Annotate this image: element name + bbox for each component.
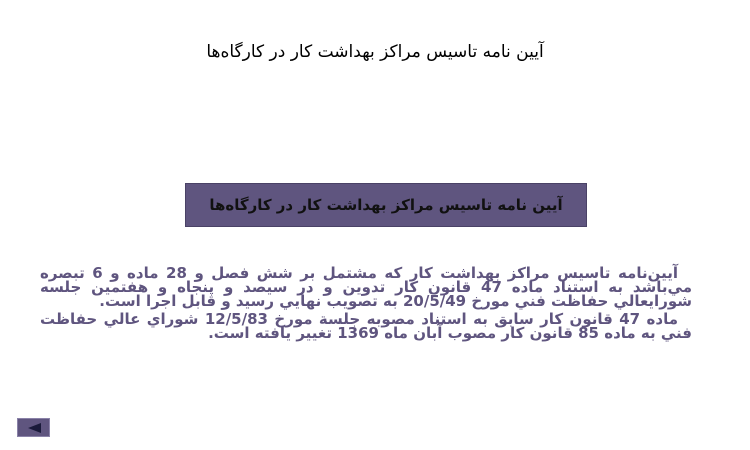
banner-label: آیین نامه تاسیس مراکز بهداشت کار در کارگاه‌ها (209, 196, 563, 214)
back-button[interactable] (17, 418, 50, 437)
triangle-left-icon (26, 422, 42, 434)
title-banner (185, 183, 587, 227)
page-title: آیین نامه تاسیس مراکز بهداشت کار در کارگاه‌ها (206, 42, 544, 62)
paragraph-1: آيين‌نامه تاسيس مراكز بهداشت كار كه مشتمل بر شش فصل و 28 ماده و 6 تبصره مي‌باشد به استناد ماده 47 قانون كار تدوين و در سيصد و پنجاه و هفتمين جلسه شورايعالي حفاظت فني مورخ 20/5/49 به تصويب نهايي رسيد و قابل اجرا است. (40, 264, 692, 310)
body-text (40, 266, 692, 344)
paragraph-2: ماده 47 قانون كار سابق به استناد مصوبه جلسة مورخ 12/5/83 شوراي عالي حفاظت فني به ماده 85 قانون كار مصوب آبان ماه 1369 تغيير يافته است. (40, 310, 692, 342)
